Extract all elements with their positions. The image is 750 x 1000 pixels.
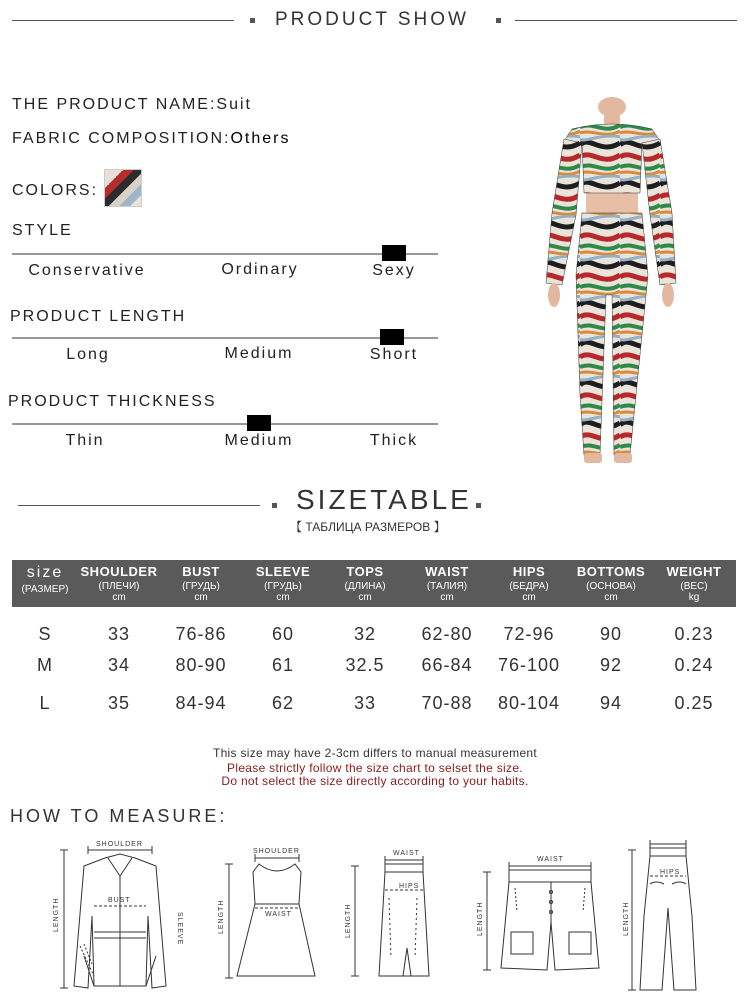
col-header-en: SHOULDER (80, 564, 158, 579)
scale-marker-style (382, 245, 406, 261)
table-cell: L (39, 692, 51, 713)
col-header-unit: cm (604, 592, 618, 603)
col-header (324, 560, 406, 607)
table-cell: 0.23 (674, 623, 714, 644)
col-header (570, 560, 652, 607)
table-cell: 62-80 (421, 623, 473, 644)
measure-figure-pants (620, 836, 730, 996)
col-header-en: SLEEVE (255, 564, 311, 579)
col-header-en: BUST (182, 564, 220, 579)
col-header (488, 560, 570, 607)
scale-track-thickness (12, 423, 438, 425)
table-cell: 72-96 (503, 623, 555, 644)
table-cell: 32 (353, 623, 377, 644)
table-cell: 32.5 (345, 654, 385, 675)
col-header (242, 560, 324, 607)
table-cell: 90 (599, 623, 623, 644)
scale-track-length (12, 337, 438, 339)
scale-style-option: Ordinary (221, 261, 299, 278)
col-header-en: size (26, 564, 64, 581)
scale-marker-length (380, 329, 404, 345)
col-header-unit: cm (440, 592, 454, 603)
table-cell: 76-100 (497, 654, 561, 675)
col-header (12, 560, 78, 607)
measure-label-shoulder: SHOULDER (96, 841, 143, 848)
col-header-unit: cm (358, 592, 372, 603)
table-cell: 35 (107, 692, 131, 713)
measure-label-hips: HIPS (399, 883, 420, 890)
table-cell: S (38, 623, 52, 644)
table-cell: 0.24 (674, 654, 714, 675)
sizetable-title: SIZETABLE (296, 484, 472, 515)
note-warning-2: Do not select the size directly according to your habits. (221, 774, 529, 788)
how-to-measure-title: HOW TO MEASURE: (10, 806, 228, 826)
header-rule-left (12, 20, 234, 21)
measure-figure-dress (215, 842, 335, 992)
table-cell: 0.25 (674, 692, 714, 713)
table-cell: 62 (271, 692, 295, 713)
sizetable-subtitle: 【 ТАБЛИЦА РАЗМЕРОВ 】 (290, 520, 446, 534)
measure-label-shoulder: SHOULDER (253, 848, 300, 855)
col-header-unit: cm (112, 592, 126, 603)
col-header-en: WEIGHT (666, 564, 722, 579)
scale-length-option: Medium (224, 345, 294, 362)
table-row (12, 684, 736, 722)
measure-figure-jacket (50, 836, 200, 996)
col-header-ru: (ДЛИНА) (344, 581, 386, 592)
table-cell: 61 (271, 654, 295, 675)
col-header-ru: (ГРУДЬ) (264, 581, 302, 592)
section-title-product-show: PRODUCT SHOW (275, 9, 469, 30)
scale-track-style (12, 253, 438, 255)
col-header-ru: (БЕДРА) (509, 581, 549, 592)
product-image (500, 95, 720, 475)
color-swatch[interactable] (104, 169, 142, 207)
table-cell: 33 (107, 623, 131, 644)
sizetable-dot-right (476, 503, 481, 508)
size-table (12, 560, 736, 722)
col-header-unit: cm (194, 592, 208, 603)
measure-label-length: LENGTH (623, 901, 630, 936)
scale-marker-thickness (247, 415, 271, 431)
scale-thickness-option: Thin (65, 432, 105, 449)
scale-title-style: STYLE (12, 222, 73, 239)
measure-label-bust: BUST (108, 897, 131, 904)
note-measurement: This size may have 2-3cm differs to manual measurement (212, 746, 538, 760)
measure-label-hips: HIPS (660, 869, 681, 876)
col-header-en: BOTTOMS (576, 564, 646, 579)
col-header (406, 560, 488, 607)
table-cell: 84-94 (175, 692, 227, 713)
measure-label-length: LENGTH (477, 901, 484, 936)
col-header-ru: (ТАЛИЯ) (426, 581, 468, 592)
sizetable-rule-left (18, 505, 260, 506)
scale-title-length: PRODUCT LENGTH (10, 308, 187, 325)
measure-label-waist: WAIST (393, 850, 420, 857)
measure-label-waist: WAIST (537, 856, 564, 863)
table-row (12, 607, 736, 646)
col-header-ru: (ВЕС) (680, 581, 708, 592)
col-header-en: HIPS (512, 564, 546, 579)
col-header (160, 560, 242, 607)
table-cell: 76-86 (175, 623, 227, 644)
scale-length-option: Short (369, 346, 419, 363)
table-cell: 94 (599, 692, 623, 713)
table-cell: 66-84 (421, 654, 473, 675)
measure-label-length: LENGTH (218, 899, 225, 934)
col-header (78, 560, 160, 607)
col-header (652, 560, 736, 607)
measure-label-waist: WAIST (265, 911, 292, 918)
table-cell: 80-90 (175, 654, 227, 675)
col-header-ru: (ОСНОВА) (586, 581, 636, 592)
header-dot-left (250, 18, 255, 23)
col-header-ru: (ПЛЕЧИ) (98, 581, 140, 592)
col-header-ru: (РАЗМЕР) (21, 584, 69, 595)
note-warning-1: Please strictly follow the size chart to selset the size. (227, 761, 523, 775)
scale-style-option: Conservative (28, 262, 146, 279)
scale-thickness-option: Medium (224, 432, 294, 449)
colors-label: COLORS: (12, 182, 99, 199)
measure-figure-shorts (475, 852, 620, 982)
table-cell: 60 (271, 623, 295, 644)
table-cell: M (37, 654, 53, 675)
product-name-row (12, 96, 252, 114)
table-cell: 92 (599, 654, 623, 675)
fabric-label: FABRIC COMPOSITION: (12, 130, 231, 147)
scale-style-option: Sexy (372, 262, 416, 279)
table-row (12, 646, 736, 684)
col-header-en: TOPS (346, 564, 384, 579)
table-cell: 70-88 (421, 692, 473, 713)
size-table-header (12, 560, 736, 607)
product-name-label: THE PRODUCT NAME: (12, 96, 217, 113)
scale-thickness-option: Thick (369, 432, 419, 449)
col-header-ru: (ГРУДЬ) (182, 581, 220, 592)
col-header-unit: cm (522, 592, 536, 603)
measure-figure-skirt (345, 848, 455, 992)
col-header-unit: kg (688, 592, 700, 603)
header-dot-right (496, 18, 501, 23)
product-name-value: Suit (216, 96, 252, 113)
fabric-value: Others (230, 130, 291, 147)
table-cell: 80-104 (497, 692, 561, 713)
measure-label-length: LENGTH (345, 903, 352, 938)
table-cell: 34 (107, 654, 131, 675)
scale-title-thickness: PRODUCT THICKNESS (8, 393, 217, 410)
sizetable-dot-left (272, 503, 277, 508)
col-header-en: WAIST (425, 564, 469, 579)
col-header-unit: cm (276, 592, 290, 603)
scale-length-option: Long (66, 346, 110, 363)
table-cell: 33 (353, 692, 377, 713)
measure-label-sleeve: SLEEVE (176, 912, 183, 946)
header-rule-right (515, 20, 737, 21)
measure-label-length: LENGTH (53, 897, 60, 932)
fabric-row (12, 130, 290, 148)
